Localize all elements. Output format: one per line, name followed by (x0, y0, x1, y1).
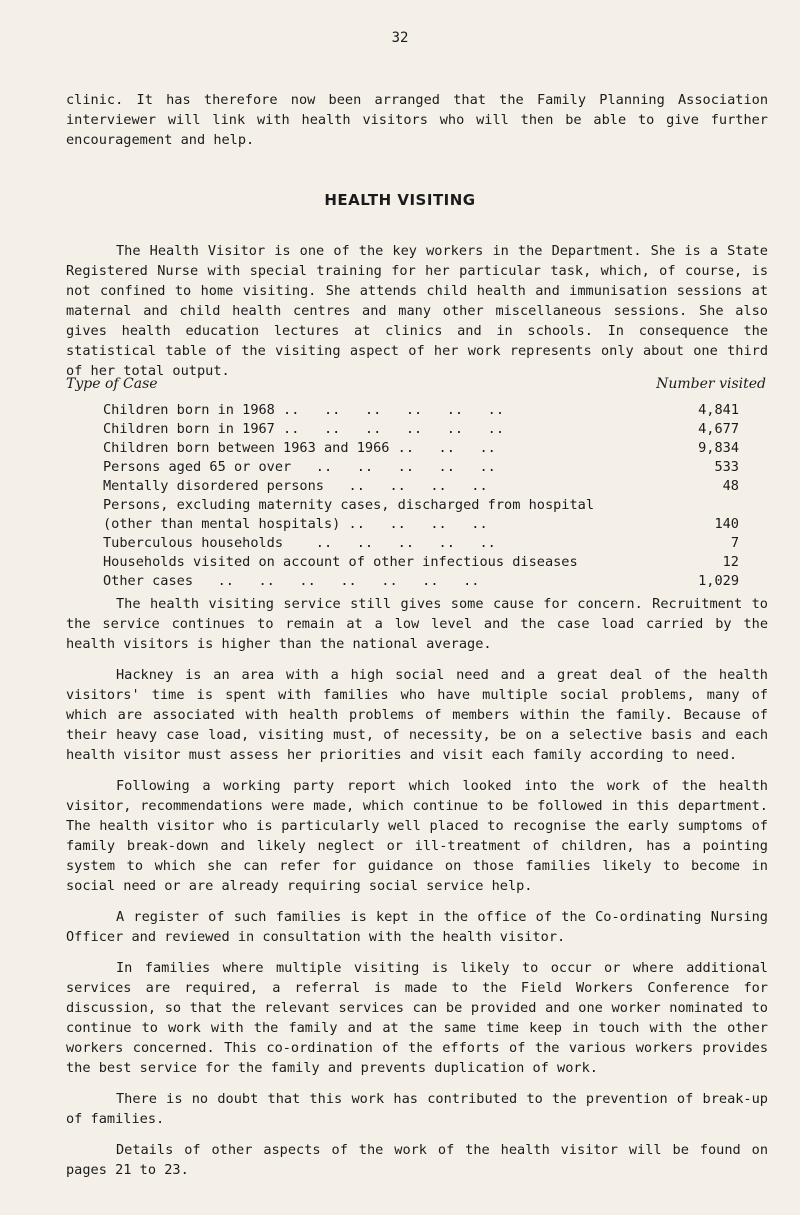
table-row (0, 495, 800, 516)
paragraph-working-party: Following a working party report which looked into the work of the health visitor, recommendations were made, which continue to be followed in this department. The health visitor who is particularly well placed to recognise the early sumptoms of family break-down and likely neglect or ill-treatment of children, has a pointing system to which she can refer for guidance on those families likely to become in social need or are already requiring social service help. (66, 778, 768, 894)
table-header-type: Type of Case (66, 376, 158, 392)
paragraph-register: A register of such families is kept in the office of the Co-ordinating Nursing Officer and reviewed in consultation with the health visitor. (66, 909, 768, 945)
row-label: Children born in 1968 .. .. .. .. .. .. (103, 402, 505, 418)
intro-paragraph: clinic. It has therefore now been arranged that the Family Planning Association interviewer will link with health visitors who will then be able to give further encouragement and help. (66, 92, 768, 148)
table-row (0, 533, 800, 554)
section-title: HEALTH VISITING (324, 191, 476, 209)
row-label: Tuberculous households .. .. .. .. .. (103, 535, 496, 551)
paragraph-details: Details of other aspects of the work of the health visitor will be found on pages 21 to 23. (66, 1142, 768, 1178)
row-value: 9,834 (698, 440, 739, 456)
row-value: 4,841 (698, 402, 739, 418)
table-row (0, 457, 800, 478)
table-row (0, 419, 800, 440)
row-label: Persons aged 65 or over .. .. .. .. .. (103, 459, 496, 475)
page-number: 32 (391, 30, 409, 46)
table-row (0, 438, 800, 459)
row-value: 140 (714, 516, 739, 532)
table-row (0, 552, 800, 573)
table-row (0, 514, 800, 535)
row-value: 4,677 (698, 421, 739, 437)
table-row (0, 476, 800, 497)
table-row (0, 571, 800, 592)
paragraph-referral: In families where multiple visiting is likely to occur or where additional services are required, a referral is made to the Field Workers Conference for discussion, so that the relevant services can be provided and one worker nominated to continue to work with the family and at the same time keep in touch with the other workers concerned. This co-ordination of the efforts of the various workers provides the best service for the family and prevents duplication of work. (66, 960, 768, 1076)
row-label: Other cases .. .. .. .. .. .. .. (103, 573, 480, 589)
paragraph-prevention: There is no doubt that this work has contributed to the prevention of break-up of families. (66, 1091, 768, 1127)
row-value: 1,029 (698, 573, 739, 589)
table-row (0, 400, 800, 421)
row-value: 533 (714, 459, 739, 475)
paragraph-hackney-need: Hackney is an area with a high social need and a great deal of the health visitors' time is spent with families who have multiple social problems, many of which are associated with health problems of members within the family. Because of their heavy case load, visiting must, of necessity, be on a selective basis and each health visitor must assess her priorities and visit each family according to need. (66, 667, 768, 763)
row-label: Children born in 1967 .. .. .. .. .. .. (103, 421, 505, 437)
paragraph-service-concern: The health visiting service still gives some cause for concern. Recruitment to the service continues to remain at a low level and the case load carried by the health visitors is higher than the national average. (66, 596, 768, 652)
row-value: 7 (730, 535, 739, 551)
row-label: Persons, excluding maternity cases, discharged from hospital (103, 497, 595, 513)
row-label: Children born between 1963 and 1966 .. .. .. (103, 440, 496, 456)
row-label: Mentally disordered persons .. .. .. .. (103, 478, 488, 494)
row-value: 12 (722, 554, 739, 570)
table-header-number: Number visited (656, 376, 766, 392)
paragraph-health-visitor-role: The Health Visitor is one of the key workers in the Department. She is a State Registered Nurse with special training for her particular task, which, of course, is not confined to home visiting. She attends child health and immunisation sessions at maternal and child health centres and many other miscellaneous sessions. She also gives health education lectures at clinics and in schools. In consequence the statistical table of the visiting aspect of her work represents only about one third of her total output. (66, 243, 768, 379)
row-label: Households visited on account of other infectious diseases (103, 554, 578, 570)
row-value: 48 (722, 478, 739, 494)
row-label: (other than mental hospitals) .. .. .. .. (103, 516, 488, 532)
